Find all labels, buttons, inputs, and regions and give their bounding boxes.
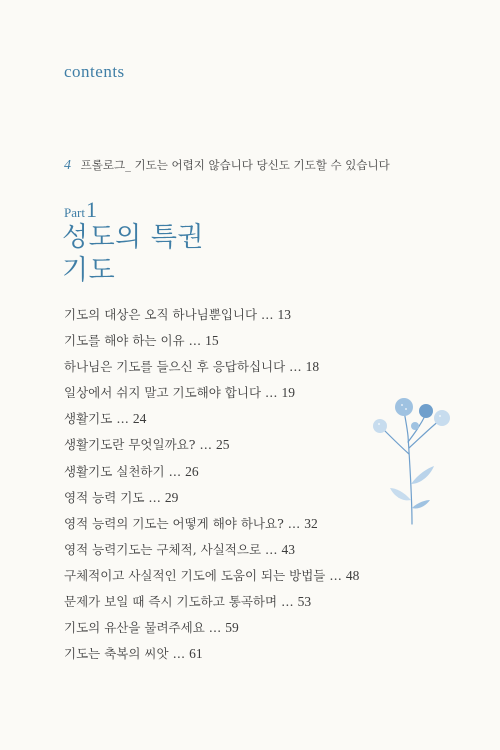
toc-item-page: 32 xyxy=(304,515,318,531)
toc-item[interactable] xyxy=(64,485,359,511)
toc-separator: … xyxy=(287,515,301,531)
flower-bud-icon xyxy=(434,410,450,426)
toc-item[interactable] xyxy=(64,328,359,354)
part-title-line-2: 기도 xyxy=(62,255,116,286)
contents-heading: contents xyxy=(64,62,125,81)
part-title-line-1: 성도의 특권 xyxy=(62,222,204,253)
toc-separator: … xyxy=(289,359,302,375)
toc-item-page: 43 xyxy=(281,541,296,557)
toc-item-title: 생활기도란 무엇일까요? xyxy=(64,437,196,453)
toc-item-title: 일상에서 쉬지 말고 기도해야 합니다 xyxy=(64,385,262,401)
flower-bud-icon xyxy=(411,422,419,430)
toc-item[interactable] xyxy=(64,563,359,589)
flower-main-stem xyxy=(408,436,412,524)
toc-separator: … xyxy=(199,437,212,453)
toc-item-page: 29 xyxy=(164,489,179,505)
toc-list xyxy=(64,302,359,667)
toc-item[interactable] xyxy=(64,511,359,537)
toc-separator: … xyxy=(116,411,129,427)
toc-item-title: 구체적이고 사실적인 기도에 도움이 되는 방법들 xyxy=(64,567,326,583)
toc-item-title: 생활기도 실천하기 xyxy=(64,463,165,479)
toc-item[interactable] xyxy=(64,380,359,406)
toc-item[interactable] xyxy=(64,406,359,432)
toc-item-title: 영적 능력의 기도는 어떻게 해야 하나요? xyxy=(64,515,284,531)
toc-item-page: 61 xyxy=(189,646,203,662)
toc-separator: … xyxy=(208,620,222,636)
flower-leaf-icon xyxy=(390,488,411,500)
flower-bud-icon xyxy=(395,398,413,416)
toc-item-title: 문제가 보일 때 즉시 기도하고 통곡하며 xyxy=(64,594,278,610)
toc-separator: … xyxy=(329,567,342,583)
toc-item[interactable] xyxy=(64,354,359,380)
toc-item-page: 53 xyxy=(297,594,312,610)
flower-left-stem xyxy=(382,428,409,454)
toc-item-page: 19 xyxy=(281,385,296,401)
part-word: Part xyxy=(64,205,85,220)
toc-item[interactable] xyxy=(64,641,359,667)
prologue-page-number: 4 xyxy=(64,158,71,173)
toc-item-page: 13 xyxy=(277,307,292,322)
toc-separator: … xyxy=(265,541,278,557)
toc-item-page: 59 xyxy=(225,620,239,636)
part-label xyxy=(64,197,97,223)
toc-item-title: 생활기도 xyxy=(64,411,113,427)
toc-separator: … xyxy=(148,489,161,505)
toc-item[interactable] xyxy=(64,615,359,641)
part-title xyxy=(62,221,204,287)
toc-separator: … xyxy=(188,333,202,349)
toc-item-title: 영적 능력기도는 구체적, 사실적으로 xyxy=(64,541,262,557)
toc-separator: … xyxy=(281,594,294,610)
flower-bud-icon xyxy=(373,419,387,433)
flower-leaf-icon xyxy=(411,466,434,484)
toc-item[interactable] xyxy=(64,537,359,563)
toc-item-page: 15 xyxy=(205,333,219,349)
toc-item-page: 48 xyxy=(345,567,360,583)
flower-bud-icon xyxy=(419,404,433,418)
toc-separator: … xyxy=(168,463,182,479)
toc-item-page: 25 xyxy=(215,437,230,453)
toc-item-title: 하나님은 기도를 들으신 후 응답하십니다 xyxy=(64,359,286,375)
toc-item[interactable] xyxy=(64,432,359,458)
prologue-title: 프롤로그_ 기도는 어렵지 않습니다 당신도 기도할 수 있습니다 xyxy=(80,158,390,172)
toc-item-title: 기도를 해야 하는 이유 xyxy=(64,333,185,349)
part-number: 1 xyxy=(85,197,97,222)
toc-item-title: 기도의 유산을 물려주세요 xyxy=(64,620,205,636)
toc-item-title: 기도의 대상은 오직 하나님뿐입니다 xyxy=(64,307,258,322)
toc-item-page: 18 xyxy=(305,359,320,375)
flower-illustration-icon xyxy=(368,396,458,526)
toc-item[interactable] xyxy=(64,589,359,615)
toc-item-page: 26 xyxy=(185,463,199,479)
toc-separator: … xyxy=(172,646,186,662)
toc-item[interactable] xyxy=(64,459,359,485)
toc-separator: … xyxy=(265,385,278,401)
toc-item[interactable] xyxy=(64,302,359,328)
toc-item-title: 기도는 축복의 씨앗 xyxy=(64,646,169,662)
prologue-entry[interactable] xyxy=(64,157,390,174)
toc-separator: … xyxy=(261,307,274,322)
toc-item-page: 24 xyxy=(132,411,147,427)
flower-leaf-icon xyxy=(412,500,430,509)
toc-item-title: 영적 능력 기도 xyxy=(64,489,145,505)
